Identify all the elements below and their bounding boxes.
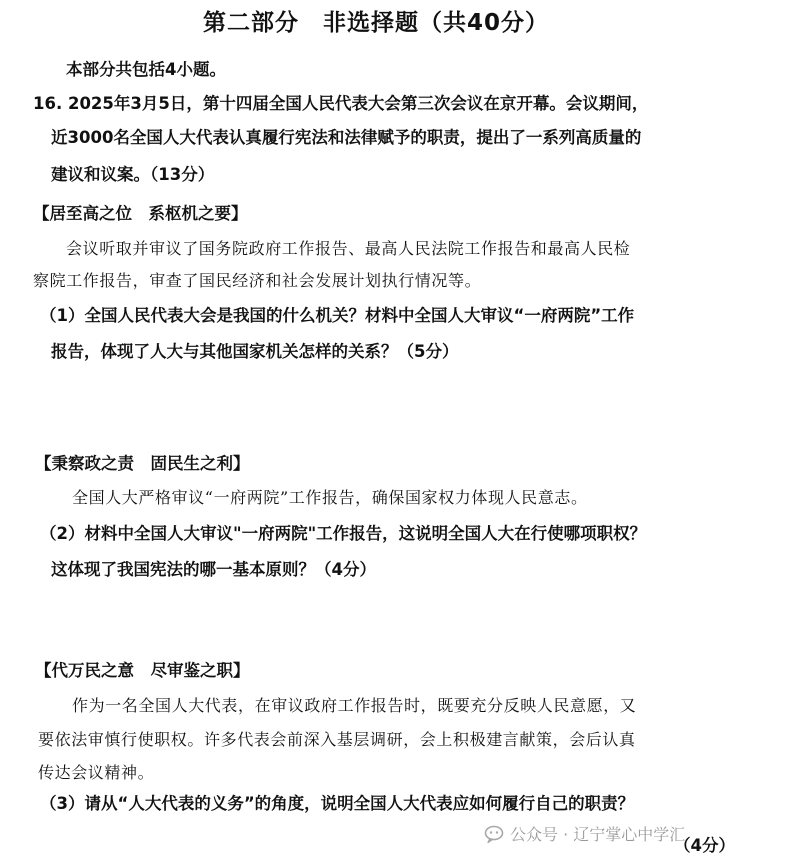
watermark-text: 公众号 · 辽宁掌心中学汇 [510,825,686,844]
wechat-official-account-icon [484,825,504,843]
section2-material-line-1: 全国人大严格审议“一府两院”工作报告，确保国家权力体现人民意志。 [72,488,588,507]
q16-stem-line-3: 建议和议案。（13分） [51,165,215,184]
page-title: 第二部分 非选择题（共40分） [203,10,550,36]
question-3-score: （4分） [674,836,735,855]
section3-material-line-2: 要依法审慎行使职权。许多代表会前深入基层调研，会上积极建言献策，会后认真 [38,730,636,749]
section3-material-line-1: 作为一名全国人大代表，在审议政府工作报告时，既要充分反映人民意愿，又 [72,696,637,715]
q16-stem-line-2: 近3000名全国人大代表认真履行宪法和法律赋予的职责，提出了一系列高质量的 [51,128,642,147]
q16-stem-line-1: 16. 2025年3月5日，第十四届全国人民代表大会第三次会议在京开幕。会议期间， [33,94,649,113]
section3-material-line-3: 传达会议精神。 [38,763,155,782]
section1-material-line-2: 察院工作报告，审查了国民经济和社会发展计划执行情况等。 [33,271,482,290]
question-2-line-1: （2）材料中全国人大审议"一府两院"工作报告，这说明全国人大在行使哪项职权？ [40,524,647,543]
section3-heading: 【代万民之意 尽审鉴之职】 [35,661,250,680]
question-3-line-1: （3）请从“人大代表的义务”的角度，说明全国人大代表应如何履行自己的职责？ [40,794,635,813]
question-2-line-2: 这体现了我国宪法的哪一基本原则？（4分） [51,560,376,579]
watermark [484,822,685,845]
section1-material-line-1: 会议听取并审议了国务院政府工作报告、最高人民法院工作报告和最高人民检 [66,239,631,258]
section1-heading: 【居至高之位 系枢机之要】 [33,204,248,223]
section2-heading: 【秉察政之责 固民生之利】 [35,454,250,473]
question-1-line-1: （1）全国人民代表大会是我国的什么机关？材料中全国人大审议“一府两院”工作 [40,306,635,325]
question-1-line-2: 报告，体现了人大与其他国家机关怎样的关系？（5分） [51,342,459,361]
intro-text: 本部分共包括4小题。 [66,60,226,79]
